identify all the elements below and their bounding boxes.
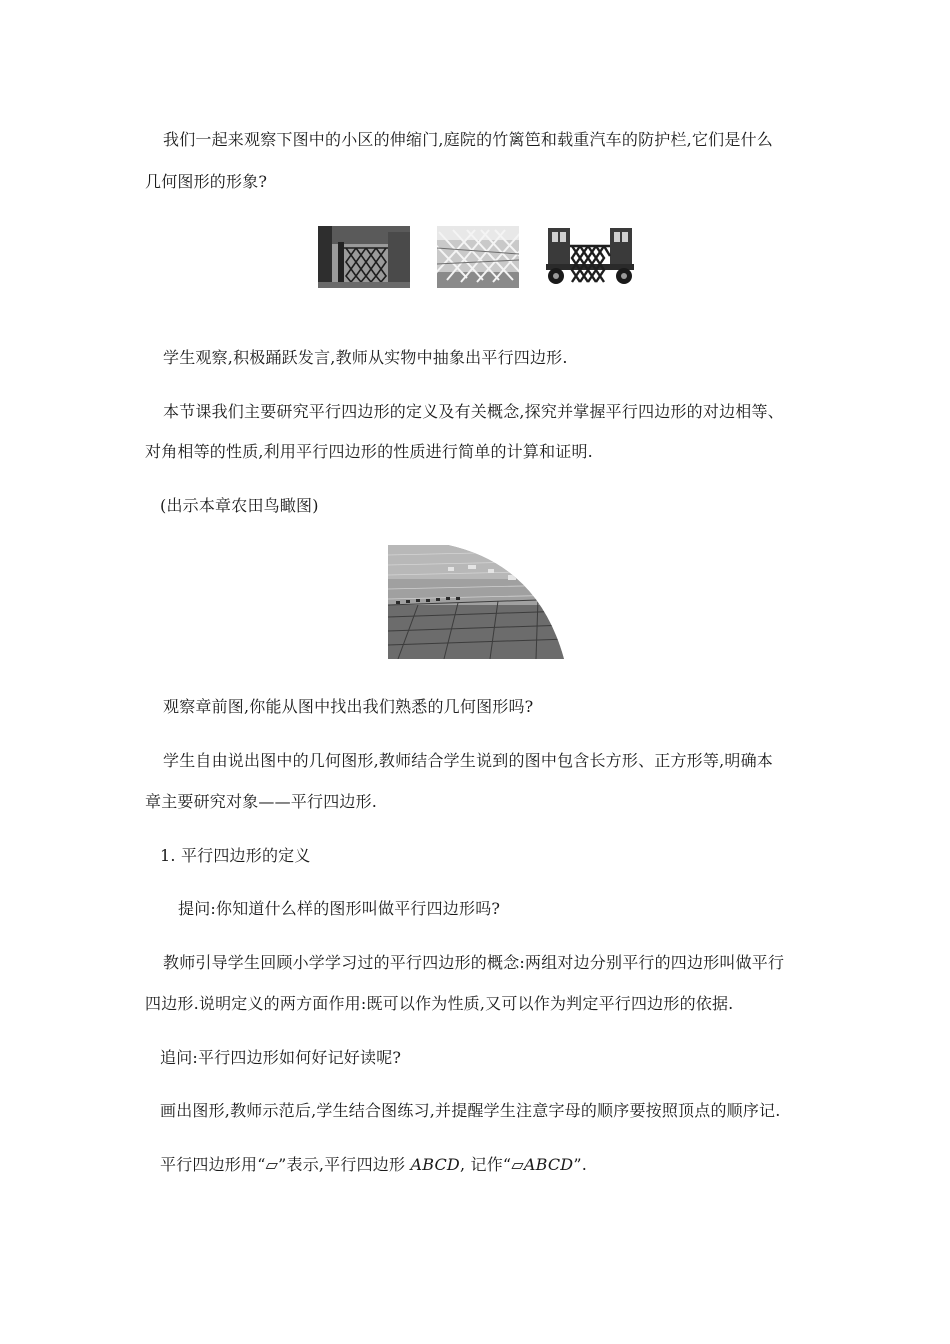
notation-text-d: ”. (573, 1155, 587, 1174)
truck-guardrail-photo (546, 224, 634, 288)
parallelogram-symbol-2: ▱ (511, 1155, 524, 1174)
paragraph-teacher-guide-line1: 教师引导学生回顾小学学习过的平行四边形的概念:两组对边分别平行的四边形叫做平行 (163, 953, 785, 972)
notation-text-b: ”表示,平行四边形 (278, 1155, 411, 1174)
bamboo-fence-photo (437, 226, 519, 288)
paragraph-observe-line1: 我们一起来观察下图中的小区的伸缩门,庭院的竹篱笆和载重汽车的防护栏,它们是什么 (163, 130, 773, 149)
paragraph-show-aerial-view: (出示本章农田鸟瞰图) (160, 496, 319, 515)
paragraph-observe-line2: 几何图形的形象? (145, 172, 268, 191)
paragraph-follow-up-question: 追问:平行四边形如何好记好读呢? (160, 1048, 402, 1067)
section-heading-definition: 1. 平行四边形的定义 (160, 846, 311, 865)
paragraph-student-observe: 学生观察,积极踊跃发言,教师从实物中抽象出平行四边形. (163, 348, 568, 367)
retractable-gate-photo (318, 226, 410, 288)
paragraph-students-say-shapes-line2: 章主要研究对象——平行四边形. (145, 792, 378, 811)
paragraph-draw-figure: 画出图形,教师示范后,学生结合图练习,并提醒学生注意字母的顺序要按照顶点的顺序记. (160, 1101, 781, 1120)
paragraph-teacher-guide-line2: 四边形.说明定义的两方面作用:既可以作为性质,又可以作为判定平行四边形的依据. (145, 994, 734, 1013)
farmland-aerial-photo (388, 545, 566, 659)
abcd-label-2: ABCD (523, 1155, 574, 1174)
paragraph-question: 提问:你知道什么样的图形叫做平行四边形吗? (178, 899, 501, 918)
paragraph-students-say-shapes-line1: 学生自由说出图中的几何图形,教师结合学生说到的图中包含长方形、正方形等,明确本 (163, 751, 773, 770)
parallelogram-symbol: ▱ (265, 1155, 279, 1174)
paragraph-observe-chapter-image: 观察章前图,你能从图中找出我们熟悉的几何图形吗? (163, 697, 534, 716)
paragraph-lesson-goal-line1: 本节课我们主要研究平行四边形的定义及有关概念,探究并掌握平行四边形的对边相等、 (163, 402, 784, 421)
abcd-label: ABCD (410, 1155, 460, 1174)
paragraph-notation (160, 1155, 587, 1175)
notation-text-c: , 记作“ (459, 1155, 512, 1174)
notation-text-a: 平行四边形用“ (160, 1155, 266, 1174)
paragraph-lesson-goal-line2: 对角相等的性质,利用平行四边形的性质进行简单的计算和证明. (145, 442, 593, 461)
